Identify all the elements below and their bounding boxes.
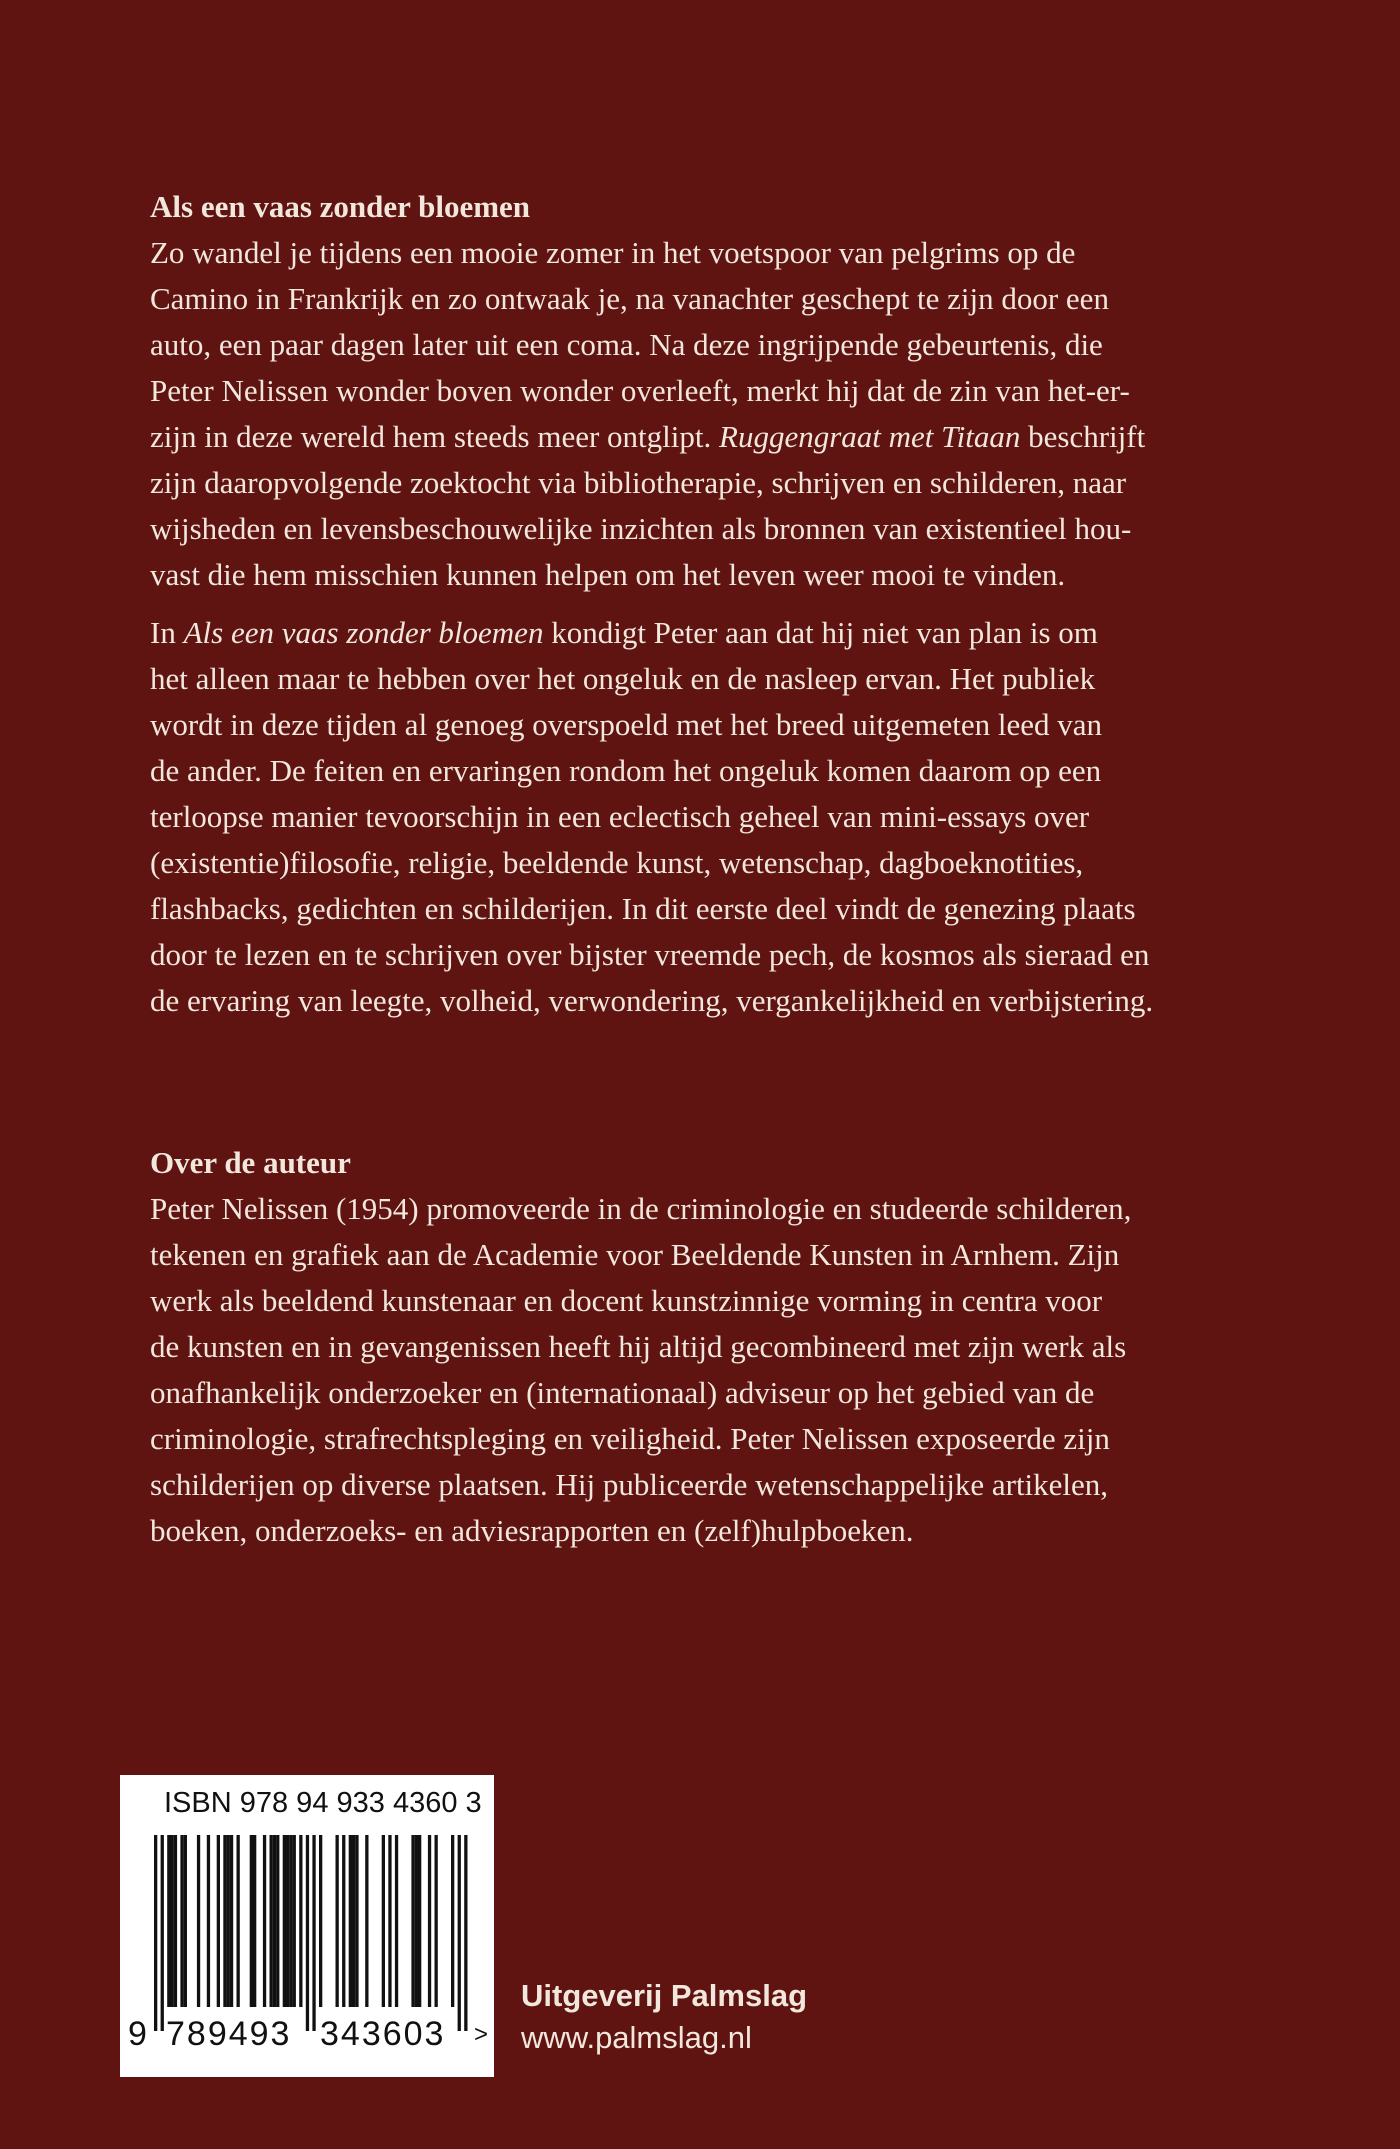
publisher-url[interactable]: www.palmslag.nl: [521, 2020, 752, 2055]
blurb-text: kondigt Peter aan dat hij niet van plan is om: [551, 615, 1098, 650]
blurb-line: flashbacks, gedichten en schilderijen. In dit eerste deel vindt de genezing plaats: [150, 891, 1136, 926]
isbn-barcode: [120, 1775, 494, 2077]
blurb-line: Zo wandel je tijdens een mooie zomer in het voetspoor van pelgrims op de: [150, 235, 1076, 270]
blurb-heading: Als een vaas zonder bloemen: [150, 189, 531, 224]
author-line: de kunsten en in gevangenissen heeft hij altijd gecombineerd met zijn werk als: [150, 1329, 1127, 1364]
ean-first-digit: 9: [128, 2015, 147, 2053]
barcode-bar: [349, 1835, 352, 2007]
barcode-bar: [171, 1835, 174, 2007]
barcode-bar: [365, 1835, 368, 2007]
author-line: Peter Nelissen (1954) promoveerde in de criminologie en studeerde schilderen,: [150, 1191, 1132, 1226]
blurb-line: (existentie)filosofie, religie, beeldende kunst, wetenschap, dagboeknotities,: [150, 845, 1084, 880]
blurb-line: terloopse manier tevoorschijn in een eclectisch geheel van mini-essays over: [150, 799, 1090, 834]
barcode-bar: [299, 1835, 302, 2007]
barcode-bars: [134, 1835, 480, 2035]
barcode-bar: [223, 1835, 226, 2007]
isbn-label: ISBN 978 94 933 4360 3: [164, 1787, 482, 1819]
barcode-bar: [388, 1835, 391, 2007]
barcode-bar: [184, 1835, 187, 2007]
barcode-bar: [174, 1835, 177, 2007]
author-section: [150, 1140, 1260, 1554]
barcode-bar: [415, 1835, 418, 2007]
blurb-line: het alleen maar te hebben over het ongeluk en de nasleep ervan. Het publiek: [150, 661, 1096, 696]
barcode-bar: [293, 1835, 296, 2007]
barcode-bar: [276, 1835, 279, 2007]
author-line: tekenen en grafiek aan de Academie voor Beeldende Kunsten in Arnhem. Zijn: [150, 1237, 1120, 1272]
barcode-bar: [230, 1835, 233, 2007]
blurb-line: door te lezen en te schrijven over bijster vreemde pech, de kosmos als sieraad en: [150, 937, 1150, 972]
blurb-text: beschrijft: [1028, 419, 1146, 454]
author-line: boeken, onderzoeks- en adviesrapporten en (zelf)hulpboeken.: [150, 1513, 914, 1548]
blurb-line: wijsheden en levensbeschouwelijke inzichten als bronnen van existentieel hou-: [150, 511, 1132, 546]
blurb-line: auto, een paar dagen later uit een coma. Na deze ingrijpende gebeurtenis, die: [150, 327, 1103, 362]
barcode-bar: [237, 1835, 240, 2007]
barcode-bar: [197, 1835, 200, 2007]
barcode-guard-bar: [161, 1835, 164, 2031]
book-title-italic: Ruggengraat met Titaan: [719, 419, 1021, 454]
barcode-bar: [428, 1835, 431, 2007]
author-line: onafhankelijk onderzoeker en (internationaal) adviseur op het gebied van de: [150, 1375, 1095, 1410]
barcode-bar: [217, 1835, 220, 2007]
barcode-bar: [336, 1835, 339, 2007]
ean-left-group: 789493: [166, 2015, 292, 2053]
barcode-bar: [395, 1835, 398, 2007]
barcode-bar: [382, 1835, 385, 2007]
blurb-line-mixed: [150, 414, 1260, 460]
barcode-guard-bar: [312, 1835, 315, 2031]
barcode-bar: [180, 1835, 183, 2007]
barcode-bar: [352, 1835, 355, 2007]
barcode-bar: [263, 1835, 266, 2007]
barcode-bar: [227, 1835, 230, 2007]
blurb-line-mixed: [150, 610, 1260, 656]
publisher-block: [521, 1975, 807, 2059]
author-line: schilderijen op diverse plaatsen. Hij publiceerde wetenschappelijke artikelen,: [150, 1467, 1109, 1502]
author-heading: Over de auteur: [150, 1145, 351, 1180]
barcode-bar: [418, 1835, 421, 2007]
barcode-bar: [411, 1835, 414, 2007]
ean-end-mark: >: [474, 2021, 489, 2048]
ean-right-group: 343603: [320, 2015, 446, 2053]
author-line: criminologie, strafrechtspleging en veiligheid. Peter Nelissen exposeerde zijn: [150, 1421, 1110, 1456]
book-title-italic: Als een vaas zonder bloemen: [183, 615, 544, 650]
blurb-line: wordt in deze tijden al genoeg overspoeld met het breed uitgemeten leed van: [150, 707, 1103, 742]
publisher-name: Uitgeverij Palmslag: [521, 1978, 808, 2013]
barcode-bar: [273, 1835, 276, 2007]
blurb-line: vast die hem misschien kunnen helpen om het leven weer mooi te vinden.: [150, 557, 1066, 592]
barcode-bar: [250, 1835, 253, 2007]
barcode-guard-bar: [458, 1835, 461, 2031]
blurb-text: In: [150, 615, 176, 650]
barcode-bar: [289, 1835, 292, 2007]
barcode-bar: [435, 1835, 438, 2007]
blurb-line: de ervaring van leegte, volheid, verwondering, vergankelijkheid en verbijstering.: [150, 983, 1154, 1018]
barcode-bar: [253, 1835, 256, 2007]
barcode-bar: [270, 1835, 273, 2007]
barcode-bar: [167, 1835, 170, 2007]
barcode-guard-bar: [154, 1835, 157, 2031]
blurb-line: Peter Nelissen wonder boven wonder overleeft, merkt hij dat de zin van het-er-: [150, 373, 1130, 408]
barcode-bar: [319, 1835, 322, 2007]
barcode-bar: [207, 1835, 210, 2007]
author-line: werk als beeldend kunstenaar en docent kunstzinnige vorming in centra voor: [150, 1283, 1103, 1318]
barcode-bar: [342, 1835, 345, 2007]
blurb-text: zijn in deze wereld hem steeds meer ontglipt.: [150, 419, 712, 454]
barcode-guard-bar: [306, 1835, 309, 2031]
barcode-bar: [283, 1835, 286, 2007]
blurb-line: Camino in Frankrijk en zo ontwaak je, na vanachter geschept te zijn door een: [150, 281, 1109, 316]
barcode-bar: [355, 1835, 358, 2007]
barcode-bar: [286, 1835, 289, 2007]
barcode-guard-bar: [464, 1835, 467, 2031]
blurb-line: zijn daaropvolgende zoektocht via bibliotherapie, schrijven en schilderen, naar: [150, 465, 1127, 500]
barcode-bar: [451, 1835, 454, 2007]
blurb-section: [150, 184, 1260, 1024]
blurb-line: de ander. De feiten en ervaringen rondom het ongeluk komen daarom op een: [150, 753, 1102, 788]
